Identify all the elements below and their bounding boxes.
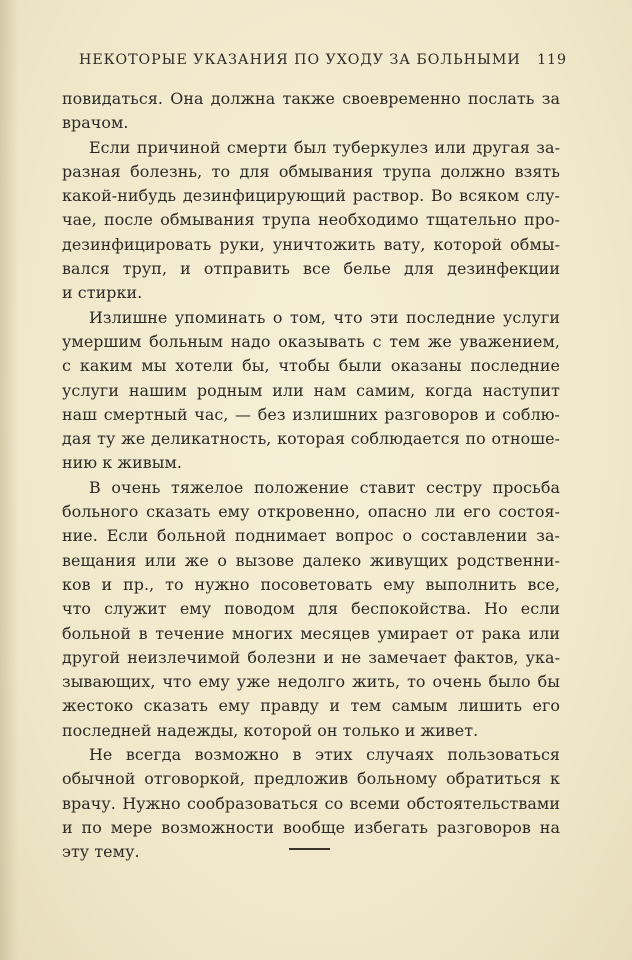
text-line: какой-нибудь дезинфицирующий раствор. Во всяком слу- — [62, 186, 560, 206]
text-line: и по мере возможности вообще избегать разговоров на — [62, 817, 560, 837]
text-line: разная болезнь, то для обмывания трупа должно взять — [62, 161, 560, 181]
text-line: нию к живым. — [62, 453, 182, 473]
text-line: В очень тяжелое положение ставит сестру просьба — [89, 477, 560, 497]
text-line: вещания или же о вызове далеко живущих родственни- — [62, 550, 560, 570]
text-line: жестоко сказать ему правду и тем самым лишить его — [62, 696, 560, 716]
page-spine-shadow — [0, 0, 18, 960]
text-line: и стирки. — [62, 283, 143, 303]
text-line: с каким мы хотели бы, чтобы были оказаны последние — [62, 356, 560, 376]
text-line: обычной отговоркой, предложив больному обратиться к — [62, 769, 560, 789]
text-line: что служит ему поводом для беспокойства. Но если — [62, 599, 560, 619]
text-line: ков и пр., то нужно посоветовать ему выполнить все, — [62, 574, 560, 594]
text-line: больной в течение многих месяцев умирает от рака или — [62, 623, 560, 643]
running-head-title: НЕКОТОРЫЕ УКАЗАНИЯ ПО УХОДУ ЗА БОЛЬНЫМИ — [79, 52, 521, 68]
text-line: умершим больным надо оказывать с тем же уважением, — [62, 331, 560, 351]
text-line: последней надежды, которой он только и живет. — [62, 720, 479, 740]
text-line: другой неизлечимой болезни и не замечает фактов, ука- — [62, 647, 560, 667]
text-line: дая ту же деликатность, которая соблюдается по отноше- — [62, 429, 560, 449]
text-line: врачом. — [62, 113, 129, 133]
text-line: Не всегда возможно в этих случаях пользоваться — [89, 745, 560, 765]
page-number: 119 — [537, 52, 567, 68]
text-line: больного сказать ему откровенно, опасно ли его состоя- — [62, 502, 560, 522]
text-line: повидаться. Она должна также своевременно послать за — [62, 89, 560, 108]
text-line: Если причиной смерти был туберкулез или другая за- — [89, 137, 560, 157]
page-body-text — [62, 87, 560, 865]
text-line: наш смертный час, — без излишних разговоров и соблю- — [62, 404, 560, 424]
text-line: чае, после обмывания трупа необходимо тщательно про- — [62, 210, 560, 230]
text-line: зывающих, что ему уже недолго жить, то очень было бы — [62, 672, 560, 692]
text-line: услуги нашим родным или нам самим, когда наступит — [62, 380, 560, 400]
text-line: ние. Если больной поднимает вопрос о составлении за- — [62, 526, 560, 546]
running-head — [79, 49, 567, 71]
text-line: вался труп, и отправить все белье для дезинфекции — [62, 259, 560, 279]
text-line: врачу. Нужно сообразоваться со всеми обстоятельствами — [62, 793, 560, 813]
text-line: дезинфицировать руки, уничтожить вату, которой обмы- — [62, 234, 560, 254]
end-rule — [289, 848, 330, 850]
text-line: Излишне упоминать о том, что эти последние услуги — [89, 307, 560, 327]
text-line: эту тему. — [62, 842, 140, 862]
